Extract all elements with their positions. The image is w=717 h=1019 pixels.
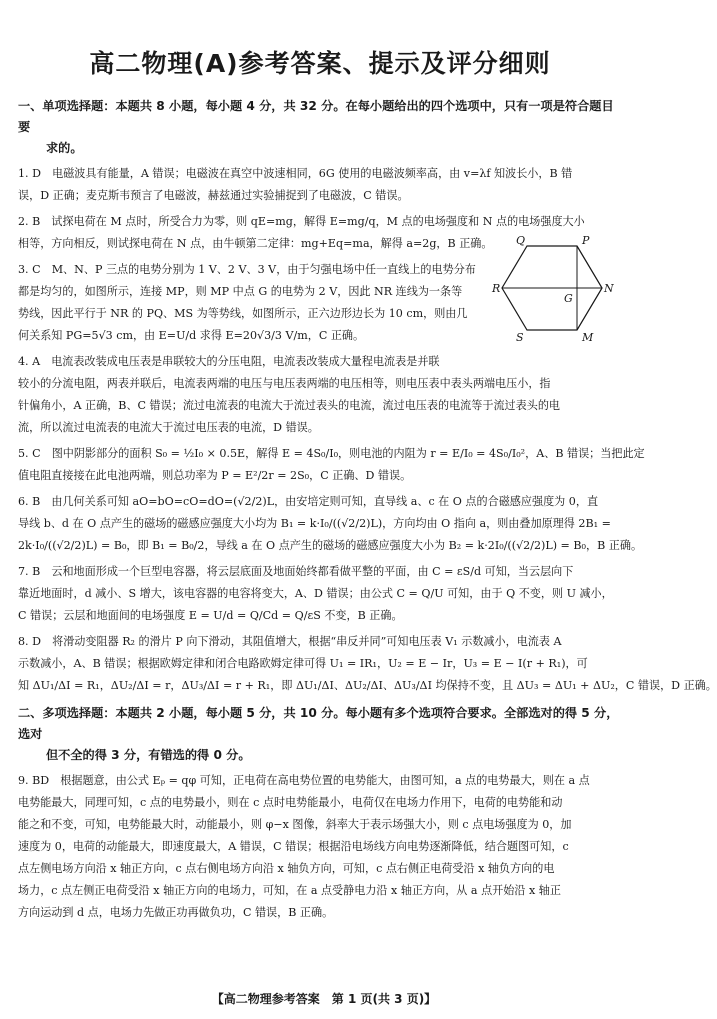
answer-line: 1. D 电磁波具有能量，A 错误；电磁波在真空中波速相同，6G 使用的电磁波频率高，由 v=λf 知波长小，B 错 [18, 167, 573, 180]
label-s: S [516, 331, 524, 344]
answer-line: 导线 b、d 在 O 点产生的磁场的磁感应强度大小均为 B₁ = k·I₀/((√2/2)L)，方向均由 O 指向 a，则由叠加原理得 2B₁ = [18, 517, 611, 530]
answer-line: 点左侧电场方向沿 x 轴正方向，c 点右侧电场方向沿 x 轴负方向，可知，c 点右侧正电荷受沿 x 轴负方向的电 [18, 862, 555, 875]
answer-line: 2k·I₀/((√2/2)L) = B₀，即 B₁ = B₀/2，导线 a 在 O 点产生的磁场的磁感应强度大小为 B₂ = k·2I₀/((√2/2)L) = B₀，B 正确。 [18, 539, 643, 552]
answer-line: 能之和不变，可知，电势能最大时，动能最小，则 φ−x 图像，斜率大于表示场强大小，则 c 点电场强度为 0，加 [18, 818, 572, 831]
hexagon-figure [492, 234, 612, 342]
answer-line: 误，D 正确；麦克斯韦预言了电磁波，赫兹通过实验捕捉到了电磁波，C 错误。 [18, 189, 409, 202]
answer-q7 [18, 561, 622, 627]
answer-line: 靠近地面时，d 减小、S 增大，该电容器的电容将变大，A、D 错误；由公式 C = Q/U 可知，由于 Q 不变，则 U 减小， [18, 587, 613, 600]
section-line: 二、多项选择题：本题共 2 小题，每小题 5 分，共 10 分。每小题有多个选项符合要求。全部选对的得 5 分，选对 [18, 706, 619, 741]
answer-line: 何关系知 PG=5√3 cm，由 E=U/d 求得 E=20√3/3 V/m，C 正确。 [18, 329, 365, 342]
hexagon-diagram [492, 234, 612, 342]
label-n: N [604, 282, 614, 295]
section-line: 但不全的得 3 分，有错选的得 0 分。 [46, 748, 251, 762]
answer-line: 6. B 由几何关系可知 aO=bO=cO=dO=(√2/2)L，由安培定则可知，直导线 a、c 在 O 点的合磁感应强度为 0，直 [18, 495, 599, 508]
answer-line: 势线，因此平行于 NR 的 PQ、MS 为等势线，如图所示，正六边形边长为 10 cm，则由几 [18, 307, 468, 320]
answer-q4 [18, 351, 622, 439]
section-single-choice-header [18, 96, 622, 159]
answer-line: 相等，方向相反，则试探电荷在 N 点，由牛顿第二定律：mg+Eq=ma，解得 a=2g，B 正确。 [18, 237, 493, 250]
answer-line: 方向运动到 d 点，电场力先做正功再做负功，C 错误，B 正确。 [18, 906, 334, 919]
answer-line: 针偏角小，A 正确，B、C 错误；流过电流表的电流大于流过表头的电流，流过电压表的电流等于流过表头的电 [18, 399, 561, 412]
answer-q9 [18, 770, 622, 924]
answer-line: 4. A 电流表改装成电压表是串联较大的分压电阻，电流表改装成大量程电流表是并联 [18, 355, 440, 368]
answer-line: 9. BD 根据题意，由公式 Eₚ = qφ 可知，正电荷在高电势位置的电势能大，由图可知，a 点的电势最大，则在 a 点 [18, 774, 590, 787]
label-q: Q [516, 234, 526, 247]
answer-line: 值电阻直接接在此电池两端，则总功率为 P = E²/2r = 2S₀，C 正确、D 错误。 [18, 469, 412, 482]
page-title: 高二物理(A)参考答案、提示及评分细则 [89, 49, 551, 78]
answer-line: 7. B 云和地面形成一个巨型电容器，将云层底面及地面始终都看做平整的平面，由 C = εS/d 可知，当云层向下 [18, 565, 574, 578]
answer-line: C 错误；云层和地面间的电场强度 E = U/d = Q/Cd = Q/εS 不变，B 正确。 [18, 609, 403, 622]
answer-line: 8. D 将滑动变阻器 R₂ 的滑片 P 向下滑动，其阻值增大，根据“串反并同”可知电压表 V₁ 示数减小，电流表 A [18, 635, 562, 648]
answer-line: 3. C M、N、P 三点的电势分别为 1 V、2 V、3 V，由于匀强电场中任一直线上的电势分布 [18, 263, 476, 276]
section-line: 求的。 [46, 141, 83, 155]
answer-line: 速度为 0，电荷的动能最大，即速度最大，A 错误，C 错误；根据沿电场线方向电势逐渐降低，结合题图可知，c [18, 840, 569, 853]
answer-line: 示数减小，A、B 错误；根据欧姆定律和闭合电路欧姆定律可得 U₁ = IR₁，U₂ = E − Ir，U₃ = E − I(r + R₁)，可 [18, 657, 588, 670]
answer-line: 较小的分流电阻，两表并联后，电流表两端的电压与电压表两端的电压相等，则电压表中表头两端电压小，指 [18, 377, 551, 390]
page-footer: 【高二物理参考答案 第 1 页(共 3 页)】 [211, 992, 437, 1006]
answer-q6 [18, 491, 643, 557]
answer-line: 电势能最大，同理可知，c 点的电势最小，则在 c 点时电势能最小，电荷仅在电场力作用下，电荷的电势能和动 [18, 796, 563, 809]
section-line: 一、单项选择题：本题共 8 小题，每小题 4 分，共 32 分。在每小题给出的四个选项中，只有一项是符合题目要 [18, 99, 614, 134]
answer-line: 流，所以流过电流表的电流大于流过电压表的电流，D 错误。 [18, 421, 319, 434]
label-r: R [492, 282, 501, 295]
answer-line: 5. C 图中阴影部分的面积 S₀ = ½I₀ × 0.5E，解得 E = 4S₀/I₀，则电池的内阻为 r = E/I₀ = 4S₀/I₀²，A、B 错误；当把此定 [18, 447, 645, 460]
label-m: M [582, 331, 594, 344]
answer-line: 都是均匀的，如图所示，连接 MP，则 MP 中点 G 的电势为 2 V，因此 NR 连线为一条等 [18, 285, 463, 298]
section-multiple-choice-header [18, 703, 622, 766]
label-p: P [582, 234, 590, 247]
answer-q5 [18, 443, 645, 487]
answer-line: 2. B 试探电荷在 M 点时，所受合力为零，则 qE=mg，解得 E=mg/q，M 点的电场强度和 N 点的电场强度大小 [18, 215, 585, 228]
answer-line: 知 ΔU₁/ΔI = R₁，ΔU₂/ΔI = r，ΔU₃/ΔI = r + R₁，即 ΔU₁/ΔI、ΔU₂/ΔI、ΔU₃/ΔI 均保持不变，且 ΔU₃ = ΔU₁ + ΔU₂，C 错误，D 正确。 [18, 679, 717, 692]
answer-line: 场力，c 点左侧正电荷受沿 x 轴正方向的电场力，可知，在 a 点受静电力沿 x 轴正方向，从 a 点开始沿 x 轴正 [18, 884, 561, 897]
answer-q1 [18, 163, 622, 207]
label-g: G [564, 292, 573, 305]
answer-q8 [18, 631, 717, 697]
